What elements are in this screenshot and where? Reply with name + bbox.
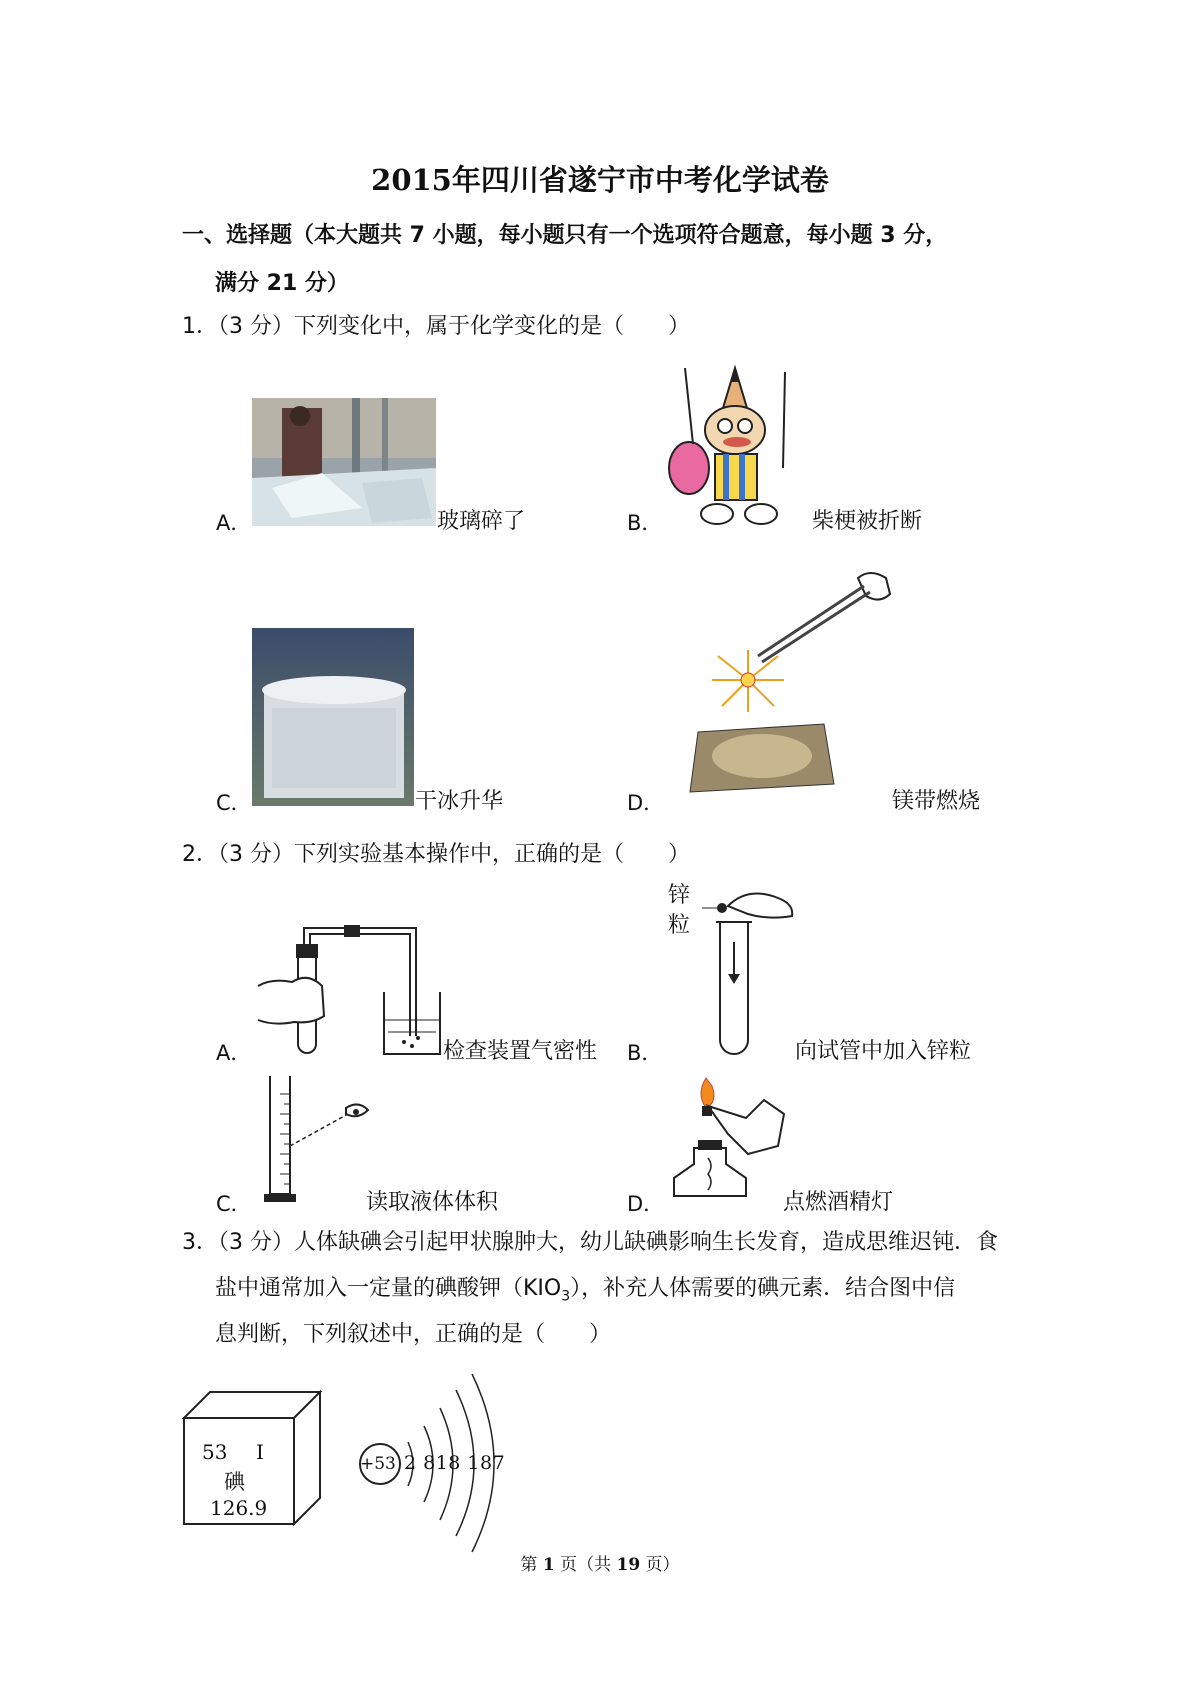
broken-glass-photo — [252, 398, 436, 526]
q2-option-b-letter: B． — [627, 1041, 663, 1065]
q1-option-b-letter: B． — [627, 511, 663, 535]
element-name: 碘 — [224, 1470, 245, 1494]
section-heading-cont: 满分 21 分） — [215, 271, 349, 296]
q2-option-c-text: 读取液体体积 — [366, 1190, 499, 1215]
atom-electron-shells: 2 818 187 — [404, 1452, 506, 1474]
zinc-label-2: 粒 — [668, 913, 691, 938]
element-atomic-mass: 126.9 — [210, 1496, 268, 1520]
q2-option-a-text: 检查装置气密性 — [443, 1039, 598, 1064]
section-heading: 一、选择题（本大题共 7 小题，每小题只有一个选项符合题意，每小题 3 分， — [182, 223, 948, 248]
q2-option-d-letter: D． — [627, 1192, 665, 1216]
iodine-atom-structure — [356, 1368, 516, 1508]
q2-option-c-letter: C． — [216, 1192, 252, 1216]
q3-stem-line2-b: ），补充人体需要的碘元素．结合图中信 — [570, 1276, 956, 1301]
atom-nucleus-charge: +53 — [360, 1454, 396, 1474]
q1-option-c-text: 干冰升华 — [415, 789, 504, 814]
graduated-cylinder-diagram — [254, 1074, 374, 1206]
q1-option-c-letter: C． — [216, 791, 252, 815]
question-1-stem: 1．（3 分）下列变化中，属于化学变化的是（ ） — [182, 314, 690, 339]
q3-subscript: 3 — [561, 1288, 571, 1305]
q2-option-d-text: 点燃酒精灯 — [783, 1190, 894, 1215]
dry-ice-fog-photo — [252, 628, 414, 806]
zinc-test-tube-diagram — [698, 880, 798, 1062]
element-atomic-number: 53 — [202, 1440, 228, 1464]
q1-option-d-text: 镁带燃烧 — [892, 789, 981, 814]
footer-pre: 第 — [520, 1555, 543, 1575]
q1-option-d-letter: D． — [627, 791, 665, 815]
q1-option-a-text: 玻璃碎了 — [437, 509, 526, 534]
footer-page-number: 1 — [542, 1555, 555, 1575]
question-3-stem-line3: 息判断，下列叙述中，正确的是（ ） — [215, 1322, 612, 1347]
q2-option-b-text: 向试管中加入锌粒 — [795, 1039, 972, 1064]
footer-mid: 页（共 — [554, 1555, 617, 1575]
q1-option-a-letter: A． — [216, 511, 252, 535]
element-symbol: I — [256, 1440, 264, 1464]
cartoon-pencil-illustration — [665, 358, 810, 528]
question-3-stem-line1: 3．（3 分）人体缺碘会引起甲状腺肿大，幼儿缺碘影响生长发育，造成思维迟钝．食 — [182, 1230, 998, 1255]
airtightness-check-diagram — [252, 916, 442, 1058]
page-title: 2015年四川省遂宁市中考化学试卷 — [371, 163, 829, 197]
magnesium-burning-illustration — [668, 556, 918, 796]
page-footer — [0, 1550, 1200, 1575]
q1-option-b-text: 柴梗被折断 — [812, 509, 923, 534]
footer-post: 页） — [640, 1555, 680, 1575]
q3-stem-line2-a: 盐中通常加入一定量的碘酸钾（KIO — [215, 1276, 562, 1301]
q2-option-a-letter: A． — [216, 1041, 252, 1065]
alcohol-lamp-diagram — [668, 1074, 788, 1206]
zinc-label-1: 锌 — [668, 883, 691, 908]
question-2-stem: 2．（3 分）下列实验基本操作中，正确的是（ ） — [182, 842, 690, 867]
footer-total-pages: 19 — [616, 1555, 641, 1575]
